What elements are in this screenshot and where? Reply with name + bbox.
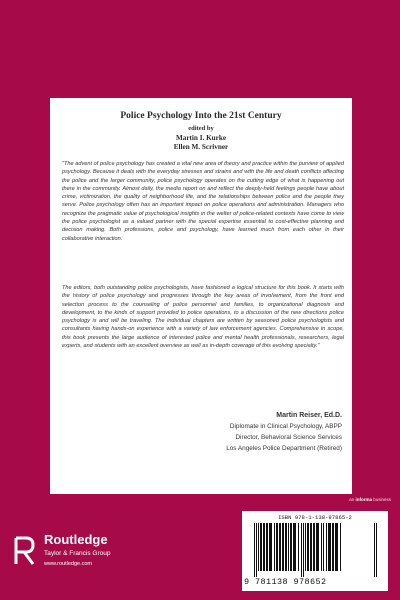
isbn-barcode	[242, 511, 388, 591]
editor-name: Martin I. Kurke	[175, 134, 227, 142]
isbn-label: ISBN 978-1-138-97865-2	[278, 514, 352, 521]
informa-business-note	[349, 497, 391, 502]
editor-name: Ellen M. Scrivner	[173, 143, 229, 151]
barcode-digits: 9 781138 978652	[244, 577, 327, 587]
book-title: Police Psychology Into the 21st Century	[120, 111, 282, 121]
blurb-paragraph: "The advent of police psychology has created a vital new area of theory and practice within the purview of applied psychology. Because it deals with the everyday stresses and strains and with the life and death conflicts affecting the police and the larger community, police psychology operates on the cutting edge of what is happening out there in the community. Almost daily, the media report on and reflect the deeply-held feelings people have about crime, victimization, the quality of neighborhood life, and the relationships between police and the people they serve. Police psychology often has an important impact on police operations and administration. Managers who recognize the pragmatic value of psychological insights in the welter of police-related contexts have come to view the police psychologist as a valued partner with the special expertise essential to cost-effective planning and decision making. Both professions, police and psychology, have learned much from each other in their collaborative interaction.	[62, 161, 344, 242]
blurb-paragraph: The editors, both outstanding police psychologists, have fashioned a logical structure for this book. It starts with the history of police psychology and progresses through the key areas of involvement, from the front end selection process to the counseling of police personnel and families, to organizational diagnosis and development, to the kinds of support provided to police operations, to a discussion of the new directions police psychology is and will be traveling. The individual chapters are written by seasoned police psychologists and consultants having hands-on experience with a variety of law enforcement agencies. Comprehensive in scope, this book presents the large audience of interested police and mental health professionals, researchers, legal experts, and students with an excellent overview as well as in-depth coverage of this evolving specialty."	[62, 285, 344, 350]
endorser-credential: Los Angeles Police Department (Retired)	[226, 445, 342, 452]
endorser-credential: Diplomate in Clinical Psychology, ABPP	[229, 423, 342, 430]
informa-suffix: business	[371, 497, 391, 502]
edited-by-label: edited by	[188, 125, 214, 132]
back-cover-text-panel	[50, 98, 352, 494]
barcode-bars	[254, 523, 378, 577]
publisher-name: Routledge	[44, 532, 108, 547]
publisher-tagline: Taylor & Francis Group	[44, 550, 111, 557]
endorser-credential: Director, Behavioral Science Services	[235, 434, 342, 441]
informa-prefix: an	[349, 497, 356, 502]
routledge-logo-icon	[14, 536, 36, 566]
publisher-url[interactable]: www.routledge.com	[44, 561, 92, 567]
endorser-name: Martin Reiser, Ed.D.	[276, 412, 342, 419]
informa-brand: informa	[355, 497, 372, 502]
